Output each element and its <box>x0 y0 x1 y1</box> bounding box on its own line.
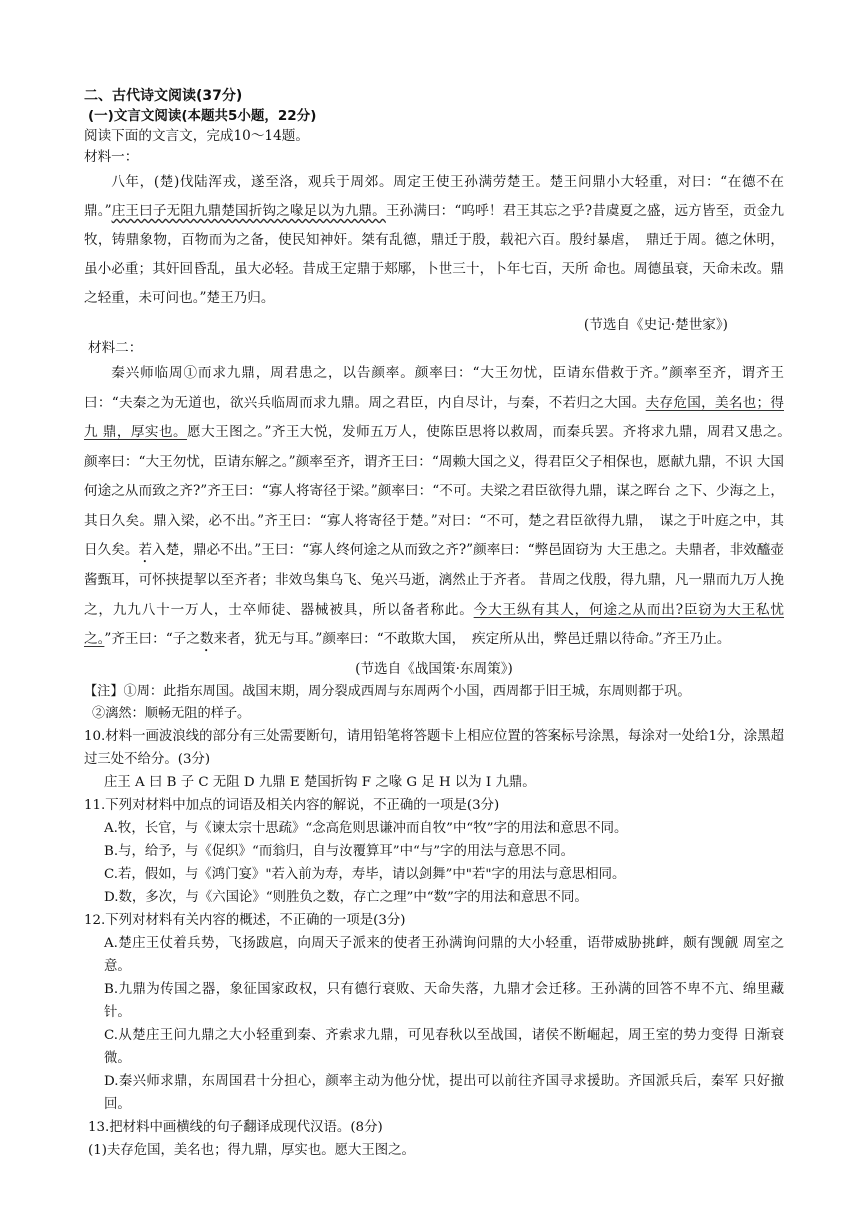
question-12-stem: 12.下列对材料有关内容的概述，不正确的一项是(3分) <box>84 913 406 928</box>
material1-paragraph <box>84 168 784 313</box>
underlined-sentence-2: 今大王纵有其人，何途之从而出?臣窃为大王私忧之。 <box>84 601 785 647</box>
question-13-sentence-1: (1)夫存危国，美名也；得九鼎，厚实也。愿大王图之。 <box>88 1143 415 1158</box>
material1-text-a: 八年，(楚)伐陆浑戎，遂至洛，观兵于周郊。周定王使王孙满劳楚王。楚王问鼎小大轻重，对曰：“在德不在鼎。” <box>84 174 784 219</box>
material1-label: 材料一： <box>84 149 139 165</box>
underlined-sentence-1: 夫存危国，美名也；得九 鼎，厚实也。 <box>84 394 784 440</box>
subsection-title: (一)文言文阅读(本题共5小题，22分) <box>88 108 317 124</box>
section-title: 二、古代诗文阅读(37分) <box>84 88 243 104</box>
material1-source: (节选自《史记·楚世家》) <box>583 317 728 333</box>
question-12-option-b: B.九鼎为传国之器，象征国家政权，只有德行衰败、天命失落，九鼎才会迁移。王孙满的回答不卑不亢、绵里藏针。 <box>104 982 784 1020</box>
question-12-option-d: D.秦兴师求鼎，东周国君十分担心，颜率主动为他分忧，提出可以前往齐国寻求援助。齐国派兵后，秦军 只好撤回。 <box>104 1074 784 1112</box>
question-11-option-c: C.若，假如，与《鸿门宴》"若入前为寿，寿毕，请以剑舞”中"若"字的用法与意思相同。 <box>104 867 626 882</box>
dotted-word-shu: 数 <box>199 631 214 647</box>
note-1: 【注】①周：此指东周国。战国末期，周分裂成西周与东周两个小国，西周都于旧王城，东周则都于巩。 <box>84 684 691 699</box>
material2-paragraph <box>84 359 798 655</box>
question-12-option-a: A.楚庄王仗着兵势，飞扬跋扈，向周天子派来的使者王孙满询问鼎的大小轻重，语带威胁挑衅，颇有觊觎 周室之意。 <box>104 936 784 974</box>
question-10-stem: 10.材料一画波浪线的部分有三处需要断句，请用铅笔将答题卡上相应位置的答案标号涂黑，每涂对一处给1分，涂黑超过三处不给分。(3分) <box>84 729 784 767</box>
material2-text-a: 秦兴师临周①而求九鼎，周君患之，以告颜率。颜率曰：“大王勿忧，臣请东借救于齐。”颜率至齐，谓齐王曰：“夫秦之为无道也，欲兴兵临周而求九鼎。周之君臣，内自尽计，与秦，不若归之大国。 <box>84 365 784 411</box>
note-2: ②漓然：顺畅无阻的样子。 <box>92 706 251 721</box>
material2-label: 材料二： <box>88 340 143 356</box>
question-11-option-a: A.牧，长官，与《谏太宗十思疏》“念高危则思谦冲而自牧”中“牧”字的用法和意思不同。 <box>104 821 628 836</box>
exam-page <box>84 86 798 1162</box>
material1-text-b: 王孙满曰：“呜呼！君王其忘之乎?昔虞夏之盛，远方皆至，贡金九牧，铸鼎象物，百物而为之备，使民知神奸。桀有乱德，鼎迁于殷，载祀六百。殷纣暴虐， 鼎迁于周。德之休明，虽小必重；其奸回昏乱，虽大必轻。昔成王定鼎于郏鄏，卜世三十，卜年七百，天所 命也。周德虽衰，天命未改。鼎之轻重，未可问也。”楚王乃归。 <box>84 203 784 306</box>
material2-text-d: ”齐王曰：“子之 <box>104 631 200 647</box>
material2-text-c: 入楚，鼎必不出。”王曰：“寡人终何途之从而致之齐?”颜率曰：“弊邑固窃为 大王患之。夫鼎者，非效醯壶酱甄耳，可怀挟提挈以至齐者；非效鸟集乌飞、兔兴马逝，漓然止于齐者。 昔周之伐殷，得九鼎，凡一鼎而九万人挽之，九九八十一万人，士卒师徒、器械被具，所以备者称此。 <box>84 542 785 618</box>
dotted-word-ruo: 若 <box>138 542 153 558</box>
question-11-option-d: D.数，多次，与《六国论》“则胜负之数，存亡之理”中“数”字的用法和意思不同。 <box>104 890 588 905</box>
instruction: 阅读下面的文言文，完成10～14题。 <box>84 128 309 144</box>
material2-source: (节选自《战国策·东周策》) <box>355 661 513 677</box>
question-11-option-b: B.与，给予，与《促织》“而翁归，自与汝覆算耳”中“与”字的用法与意思不同。 <box>104 844 574 859</box>
question-12-option-c: C.从楚庄王问九鼎之大小轻重到秦、齐索求九鼎，可见春秋以至战国，诸侯不断崛起，周王室的势力变得 日渐衰微。 <box>104 1028 784 1066</box>
material2-text-b: 愿大王图之。”齐王大悦，发师五万人，使陈臣思将以救周，而秦兵罢。齐将求九鼎，周君又患之。 颜率曰：“大王勿忧，臣请东解之。”颜率至齐，谓齐王曰：“周赖大国之义，得君臣父子相保也，愿献九鼎，不识 大国何途之从而致之齐?”齐王曰：“寡人将寄径于梁。”颜率曰：“不可。夫梁之君臣欲得九鼎，谋之晖台 之下、少海之上，其日久矣。鼎入梁，必不出。”齐王曰：“寡人将寄径于楚。”对曰：“不可，楚之君臣欲得九鼎， 谋之于叶庭之中，其日久矣。 <box>84 424 798 558</box>
wavy-underlined-sentence: 庄王曰子无阻九鼎楚国折钩之喙足以为九鼎。 <box>111 203 386 219</box>
question-10-line: 庄王 A 曰 B 子 C 无阻 D 九鼎 E 楚国折钩 F 之喙 G 足 H 以为 I 九鼎。 <box>104 775 536 790</box>
material2-text-e: 来者，犹无与耳。”颜率曰：“不敢欺大国， 疾定所从出，弊邑迁鼎以待命。”齐王乃止。 <box>213 631 731 647</box>
question-13-stem: 13.把材料中画横线的句子翻译成现代汉语。(8分) <box>88 1120 383 1135</box>
question-11-stem: 11.下列对材料中加点的词语及相关内容的解说，不正确的一项是(3分) <box>84 798 500 813</box>
